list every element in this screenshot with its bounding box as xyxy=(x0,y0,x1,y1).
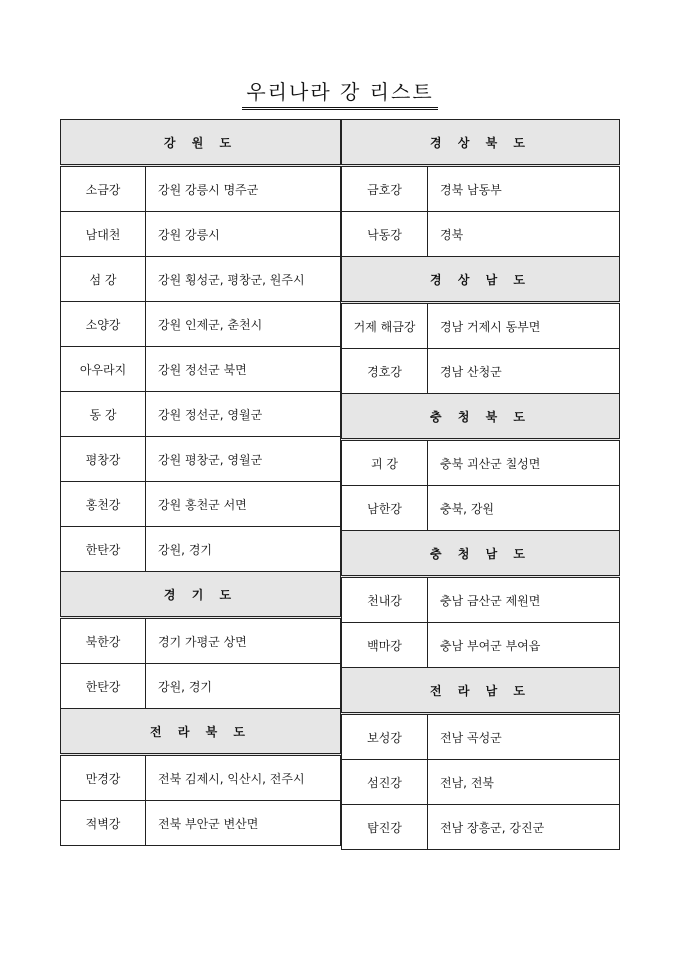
table-row xyxy=(61,755,341,801)
province-header xyxy=(342,668,620,714)
left-column xyxy=(60,119,341,846)
river-name: 낙동강 xyxy=(342,212,428,257)
province-header xyxy=(342,531,620,577)
province-header xyxy=(61,572,341,618)
river-region: 경남 산청군 xyxy=(428,349,620,394)
river-region: 전북 김제시, 익산시, 전주시 xyxy=(146,755,341,801)
table-row xyxy=(61,257,341,302)
table-row xyxy=(342,212,620,257)
river-name: 동 강 xyxy=(61,392,146,437)
table-row xyxy=(342,623,620,668)
table-row xyxy=(342,714,620,760)
river-region: 경기 가평군 상면 xyxy=(146,618,341,664)
river-name: 섬 강 xyxy=(61,257,146,302)
river-region: 전남 곡성군 xyxy=(428,714,620,760)
river-region: 충남 부여군 부여읍 xyxy=(428,623,620,668)
river-region: 강원 횡성군, 평창군, 원주시 xyxy=(146,257,341,302)
table-row xyxy=(342,805,620,850)
river-name: 북한강 xyxy=(61,618,146,664)
table-row xyxy=(342,760,620,805)
table-row xyxy=(61,302,341,347)
table-row xyxy=(342,303,620,349)
table-row xyxy=(61,801,341,846)
province-header-label: 전 라 남 도 xyxy=(342,668,620,714)
river-name: 탐진강 xyxy=(342,805,428,850)
river-region: 충북 괴산군 칠성면 xyxy=(428,440,620,486)
river-region: 전북 부안군 변산면 xyxy=(146,801,341,846)
province-header-label: 경 상 북 도 xyxy=(342,120,620,166)
table-row xyxy=(61,347,341,392)
table-row xyxy=(61,212,341,257)
river-region: 강원 강릉시 xyxy=(146,212,341,257)
province-header xyxy=(342,120,620,166)
table-row xyxy=(61,166,341,212)
table-row xyxy=(61,437,341,482)
river-name: 적벽강 xyxy=(61,801,146,846)
river-name: 금호강 xyxy=(342,166,428,212)
river-name: 거제 해금강 xyxy=(342,303,428,349)
river-name: 보성강 xyxy=(342,714,428,760)
right-column xyxy=(341,119,620,850)
river-region: 강원 평창군, 영월군 xyxy=(146,437,341,482)
province-header-label: 충 청 남 도 xyxy=(342,531,620,577)
left-river-table xyxy=(60,119,341,846)
river-region: 강원 홍천군 서면 xyxy=(146,482,341,527)
page-title-text: 우리나라 강 리스트 xyxy=(242,76,437,110)
page-title xyxy=(0,76,680,110)
province-header xyxy=(61,120,341,166)
river-name: 소양강 xyxy=(61,302,146,347)
table-row xyxy=(61,482,341,527)
river-name: 섬진강 xyxy=(342,760,428,805)
river-name: 홍천강 xyxy=(61,482,146,527)
province-header-label: 전 라 북 도 xyxy=(61,709,341,755)
river-region: 경북 xyxy=(428,212,620,257)
province-header-label: 경 상 남 도 xyxy=(342,257,620,303)
table-row xyxy=(342,486,620,531)
table-row xyxy=(342,349,620,394)
river-region: 전남 장흥군, 강진군 xyxy=(428,805,620,850)
province-header-label: 충 청 북 도 xyxy=(342,394,620,440)
river-name: 만경강 xyxy=(61,755,146,801)
river-name: 괴 강 xyxy=(342,440,428,486)
river-region: 충북, 강원 xyxy=(428,486,620,531)
table-row xyxy=(61,527,341,572)
table-row xyxy=(61,392,341,437)
river-name: 남한강 xyxy=(342,486,428,531)
province-header xyxy=(61,709,341,755)
river-name: 백마강 xyxy=(342,623,428,668)
river-name: 한탄강 xyxy=(61,527,146,572)
river-region: 강원 강릉시 명주군 xyxy=(146,166,341,212)
province-header xyxy=(342,257,620,303)
river-region: 강원 인제군, 춘천시 xyxy=(146,302,341,347)
river-region: 충남 금산군 제원면 xyxy=(428,577,620,623)
table-row xyxy=(342,577,620,623)
river-region: 강원 정선군, 영월군 xyxy=(146,392,341,437)
table-row xyxy=(342,440,620,486)
river-name: 아우라지 xyxy=(61,347,146,392)
river-region: 강원, 경기 xyxy=(146,527,341,572)
province-header-label: 강 원 도 xyxy=(61,120,341,166)
table-row xyxy=(61,618,341,664)
river-region: 강원, 경기 xyxy=(146,664,341,709)
river-name: 평창강 xyxy=(61,437,146,482)
right-river-table xyxy=(341,119,620,850)
province-header-label: 경 기 도 xyxy=(61,572,341,618)
table-row xyxy=(61,664,341,709)
river-name: 경호강 xyxy=(342,349,428,394)
river-region: 경남 거제시 동부면 xyxy=(428,303,620,349)
river-name: 남대천 xyxy=(61,212,146,257)
province-header xyxy=(342,394,620,440)
river-name: 한탄강 xyxy=(61,664,146,709)
river-region: 전남, 전북 xyxy=(428,760,620,805)
river-name: 소금강 xyxy=(61,166,146,212)
river-region: 강원 정선군 북면 xyxy=(146,347,341,392)
river-region: 경북 남동부 xyxy=(428,166,620,212)
table-row xyxy=(342,166,620,212)
river-name: 천내강 xyxy=(342,577,428,623)
